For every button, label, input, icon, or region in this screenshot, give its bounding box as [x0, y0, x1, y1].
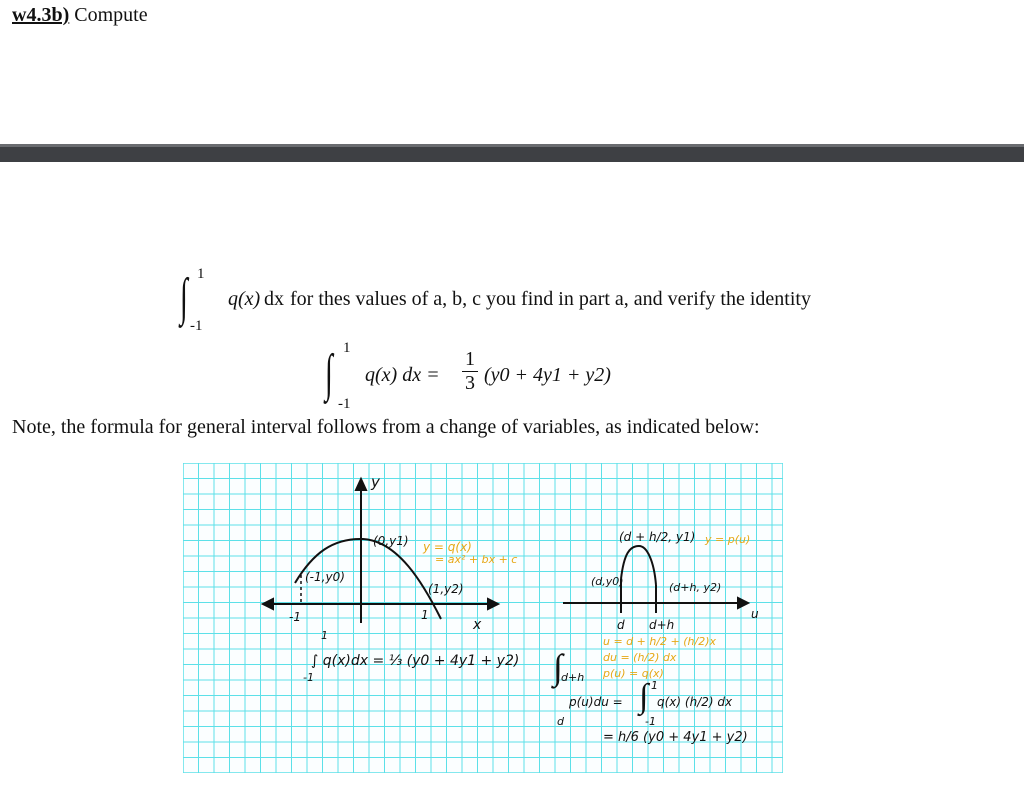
pt-left-label: (-1,y0): [305, 570, 345, 584]
right-integral-sign: ∫: [553, 647, 563, 687]
left-formula: ∫ q(x)dx = ⅓ (y0 + 4y1 + y2): [311, 653, 520, 669]
upper-limit: 1: [197, 266, 205, 282]
d-label: d: [617, 618, 625, 632]
right-rhs: q(x) (h/2) dx: [657, 695, 733, 709]
identity-integral-sign: ∫: [325, 345, 333, 402]
right-rhs-upper: 1: [651, 679, 658, 692]
p-def-label: y = p(u): [705, 533, 751, 546]
right-lhs: p(u)du =: [569, 695, 623, 709]
identity-lower-limit: -1: [338, 396, 351, 412]
integrand: q(x): [228, 288, 261, 310]
fraction-numerator: 1: [465, 348, 475, 370]
integral-sign: ∫: [180, 269, 188, 326]
right-rhs-lower: -1: [645, 715, 656, 728]
right-rhs-integral-sign: ∫: [639, 678, 649, 715]
pt-right-label: (1,y2): [428, 582, 464, 596]
note-text: Note, the formula for general interval follows from a change of variables, as indicated below:: [12, 416, 760, 438]
right-result: = h/6 (y0 + 4y1 + y2): [603, 730, 748, 745]
right-int-upper: d+h: [561, 671, 585, 684]
right-int-lower: d: [557, 715, 564, 728]
graph-figure: [183, 463, 783, 773]
header-title: Compute: [74, 4, 148, 26]
left-formula-lower: -1: [303, 671, 314, 684]
identity-lhs: q(x) dx =: [365, 364, 440, 386]
substitution-1: u = d + h/2 + (h/2)x: [603, 635, 717, 648]
x-axis-label: x: [473, 617, 482, 633]
dh-label: d+h: [649, 618, 675, 632]
rpt-right-label: (d+h, y2): [669, 581, 722, 594]
identity-upper-limit: 1: [343, 340, 351, 356]
separator-bar: [0, 144, 1024, 162]
substitution-2: du = (h/2) dx: [603, 651, 677, 664]
left-formula-upper: 1: [321, 629, 328, 642]
identity-fraction: [460, 348, 480, 395]
one-label: 1: [421, 608, 429, 622]
u-axis-label: u: [751, 607, 759, 621]
graph-grid: [183, 463, 783, 773]
identity-rhs: (y0 + 4y1 + y2): [484, 364, 611, 386]
pt-top-label: (0,y1): [373, 534, 409, 548]
q-def-line2: = ax² + bx + c: [435, 553, 518, 566]
differential: dx: [264, 288, 284, 310]
lower-limit: -1: [190, 318, 203, 334]
y-axis-label: y: [371, 473, 380, 491]
rpt-left-label: (d,y0): [591, 575, 624, 588]
rpt-top-label: (d + h/2, y1): [619, 530, 696, 544]
problem-number: w4.3b): [12, 4, 70, 26]
q-def-line1: y = q(x): [423, 540, 472, 554]
substitution-3: p(u) = q(x): [603, 667, 664, 680]
fraction-denominator: 3: [465, 372, 475, 394]
header: [12, 4, 148, 27]
problem-text: for thes values of a, b, c you find in part a, and verify the identity: [290, 288, 811, 310]
neg-one-label: -1: [289, 610, 301, 624]
